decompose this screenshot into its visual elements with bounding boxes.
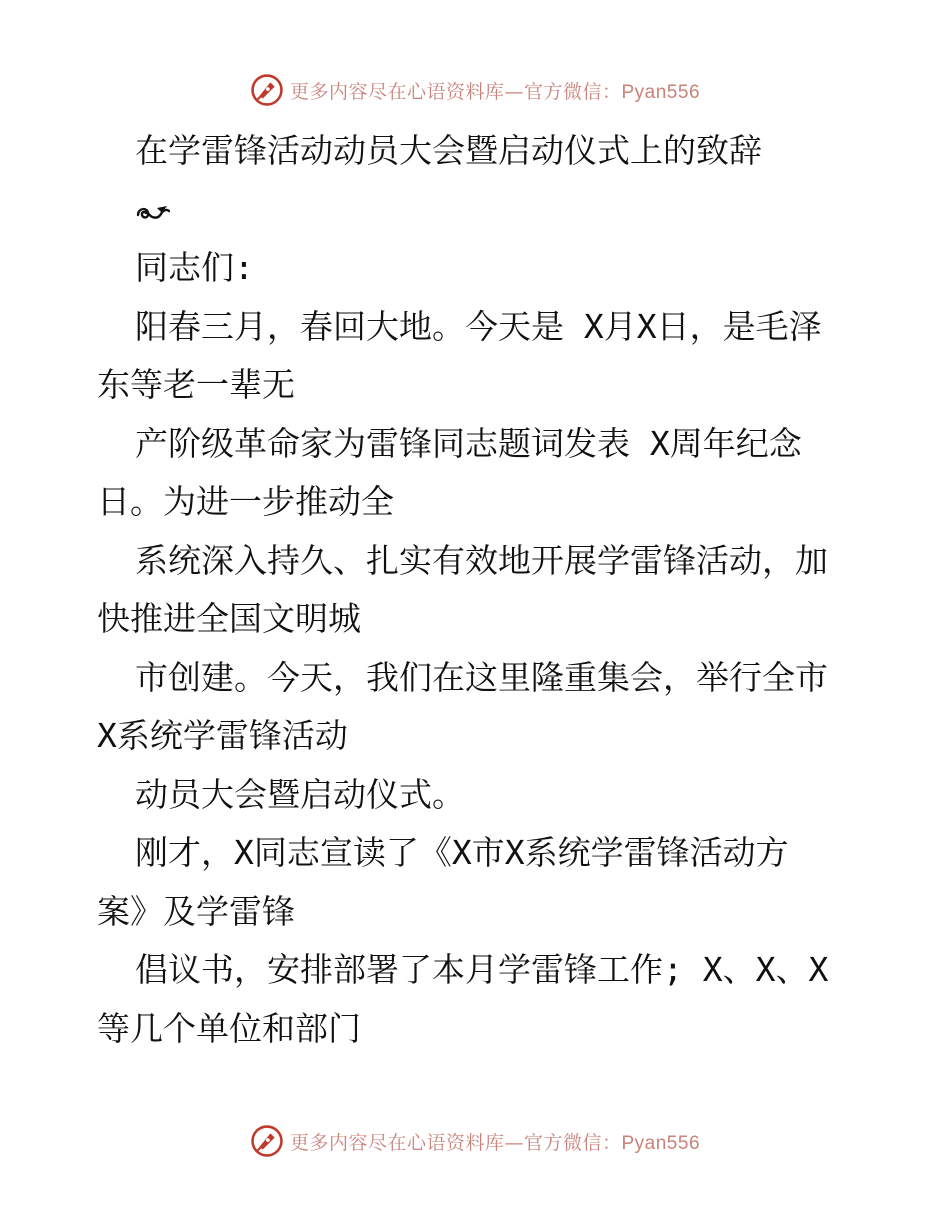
text-line: 快推进全国文明城 bbox=[97, 599, 361, 638]
document-lines bbox=[97, 239, 857, 1058]
watermark-label: 更多内容尽在心语资料库—官方微信： bbox=[289, 1131, 622, 1154]
text-line: 等几个单位和部门 bbox=[97, 1008, 361, 1048]
text-line: 动员大会暨启动仪式。 bbox=[135, 774, 465, 814]
text-line: 同志们: bbox=[135, 248, 254, 287]
footer-watermark bbox=[0, 1123, 950, 1159]
watermark-text bbox=[290, 1128, 700, 1155]
text-line: 案》及学雷锋 bbox=[97, 891, 295, 931]
text-line: 倡议书，安排部署了本月学雷锋工作; X、X、X bbox=[135, 950, 829, 989]
pen-nib-logo-icon bbox=[250, 1124, 284, 1158]
text-line: 刚才，X同志宣读了《X市X系统学雷锋活动方 bbox=[135, 833, 789, 872]
watermark-label: 更多内容尽在心语资料库—官方微信： bbox=[289, 80, 622, 103]
flourish-ornament-icon bbox=[135, 201, 171, 225]
watermark-id: Pyan556 bbox=[621, 1132, 701, 1154]
text-line: 产阶级革命家为雷锋同志题词发表 X周年纪念 bbox=[135, 423, 802, 463]
text-line: 系统深入持久、扎实有效地开展学雷锋活动，加 bbox=[135, 540, 828, 580]
text-line: 市创建。今天，我们在这里隆重集会，举行全市 bbox=[135, 657, 828, 697]
document-title: 在学雷锋活动动员大会暨启动仪式上的致辞 bbox=[135, 131, 762, 170]
pen-nib-logo-icon bbox=[250, 73, 284, 107]
document-body bbox=[97, 122, 857, 1058]
text-line: X系统学雷锋活动 bbox=[97, 716, 348, 755]
header-watermark bbox=[0, 72, 950, 108]
watermark-id: Pyan556 bbox=[621, 81, 701, 103]
text-line: 阳春三月，春回大地。今天是 X月X日，是毛泽 bbox=[135, 306, 822, 346]
text-line: 日。为进一步推动全 bbox=[97, 482, 394, 521]
watermark-text bbox=[290, 77, 700, 104]
ornament-row bbox=[97, 181, 857, 240]
text-line: 东等老一辈无 bbox=[97, 365, 295, 404]
